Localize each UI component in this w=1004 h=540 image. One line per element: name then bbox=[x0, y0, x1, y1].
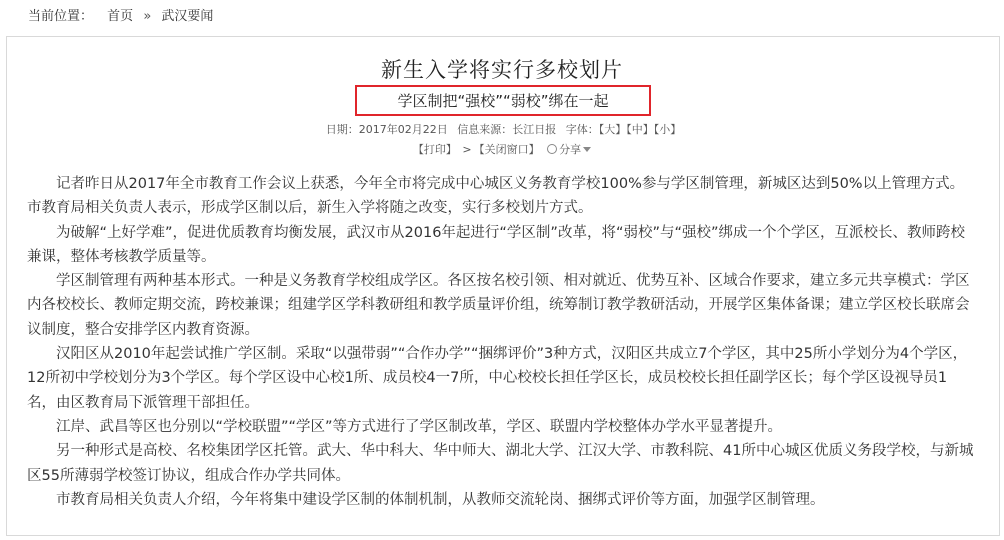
article-paragraph: 记者昨日从2017年全市教育工作会议上获悉，今年全市将完成中心城区义务教育学校100%参与学区制管理，新城区达到50%以上管理方式。市教育局相关负责人表示，形成学区制以后，新生入学将随之改变，实行多校划片方式。 bbox=[27, 176, 965, 217]
font-large-button[interactable]: 【大】 bbox=[598, 123, 627, 136]
arrow-icon: > bbox=[462, 143, 472, 156]
font-medium-button[interactable]: 【中】 bbox=[626, 123, 654, 136]
article-paragraph: 为破解“上好学难”，促进优质教育均衡发展，武汉市从2016年起进行“学区制”改革，将“弱校”与“强校”绑成一个个学区，互派校长、教师跨校兼课，整体考核教学质量等。 bbox=[27, 224, 965, 265]
article-paragraph: 学区制管理有两种基本形式。一种是义务教育学校组成学区。各区按名校引领、相对就近、优势互补、区域合作要求，建立多元共享模式：学区内各校校长、教师定期交流，跨校兼课；组建学区学科教研组和教学质量评价组，统筹制订教学教研活动，开展学区集体备课；建立学区校长联席会议制度，整合安排学区内教育资源。 bbox=[27, 273, 970, 338]
breadcrumb bbox=[0, 0, 1004, 34]
publish-date: 日期：2017年02月22日 bbox=[325, 123, 448, 136]
article-body bbox=[27, 172, 975, 512]
article-paragraph: 汉阳区从2010年起尝试推广学区制。采取“以强带弱”“合作办学”“捆绑评价”3种方式，汉阳区共成立7个学区，其中25所小学划分为4个学区，12所初中学校划分为3个学区。每个学区设中心校1所、成员校4一7所，中心校校长担任学区长，成员校校长担任副学区长；每个学区设视导员1名，由区教育局下派管理干部担任。 bbox=[27, 346, 968, 411]
info-source: 信息来源：长江日报 bbox=[457, 123, 557, 136]
page-title: 新生入学将实行多校划片 bbox=[381, 58, 623, 82]
breadcrumb-home-link[interactable]: 首页 bbox=[107, 9, 134, 24]
article-paragraph: 市教育局相关负责人介绍，今年将集中建设学区制的体制机制，从教师交流轮岗、捆绑式评价等方面，加强学区制管理。 bbox=[56, 491, 825, 508]
article-paragraph: 另一种形式是高校、名校集团学区托管。武大、华中科大、华中师大、湖北大学、江汉大学、市教科院、41所中心城区优质义务段学校，与新城区55所薄弱学校签订协议，组成合作办学共同体。 bbox=[27, 443, 974, 484]
close-window-button[interactable]: 【关闭窗口】 bbox=[473, 143, 540, 156]
breadcrumb-section-link[interactable]: 武汉要闻 bbox=[161, 9, 214, 24]
chevron-down-icon bbox=[583, 147, 591, 152]
article-paragraph: 江岸、武昌等区也分别以“学校联盟”“学区”等方式进行了学区制改革，学区、联盟内学校整体办学水平显著提升。 bbox=[56, 418, 783, 435]
breadcrumb-separator: » bbox=[143, 9, 152, 24]
font-size-label: 字体： bbox=[565, 123, 599, 136]
article-meta bbox=[0, 121, 1004, 137]
article-tools bbox=[0, 141, 1004, 157]
page-subtitle: 学区制把“强校”“弱校”绑在一起 bbox=[397, 92, 609, 110]
breadcrumb-label: 当前位置： bbox=[28, 9, 94, 24]
share-label: 分享 bbox=[559, 143, 582, 156]
share-button[interactable] bbox=[547, 143, 591, 156]
print-button[interactable]: 【打印】 bbox=[412, 143, 457, 156]
share-icon bbox=[547, 144, 557, 154]
font-small-button[interactable]: 【小】 bbox=[653, 123, 682, 136]
